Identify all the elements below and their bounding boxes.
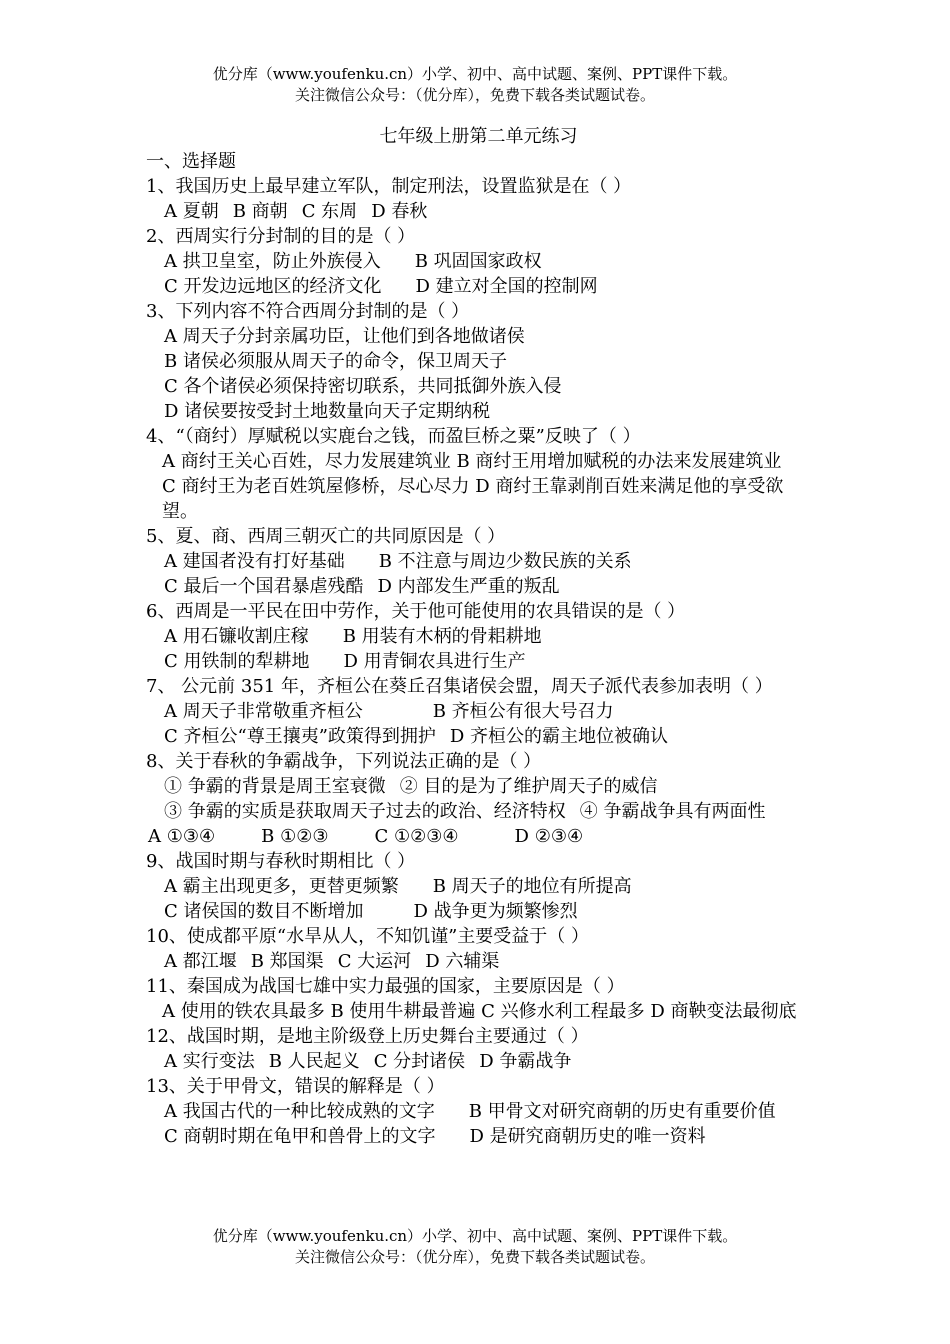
question-10-options xyxy=(146,949,811,974)
q12-option-b: B 人民起义 xyxy=(268,1051,360,1072)
q5-option-a: A 建国者没有打好基础 xyxy=(164,551,345,572)
q6-option-a: A 用石镰收割庄稼 xyxy=(164,626,309,647)
q13-option-c: C 商朝时期在龟甲和兽骨上的文字 xyxy=(164,1126,436,1147)
q4-options-cd: C 商纣王为老百姓筑屋修桥，尽心尽力 D 商纣王靠剥削百姓来满足他的享受欲望。 xyxy=(162,476,784,522)
q7-option-d: D 齐桓公的霸主地位被确认 xyxy=(449,726,669,747)
document-body xyxy=(146,124,811,1149)
question-6-stem: 6、西周是一平民在田中劳作，关于他可能使用的农具错误的是（ ） xyxy=(146,601,686,622)
q4-options-ab: A 商纣王关心百姓，尽力发展建筑业 B 商纣王用增加赋税的办法来发展建筑业 xyxy=(162,451,782,472)
q2-option-c: C 开发边远地区的经济文化 xyxy=(164,276,382,297)
question-5-options-cd xyxy=(146,574,811,599)
question-8-statements-12 xyxy=(146,774,811,799)
question-13-options-cd xyxy=(146,1124,811,1149)
question-8-stem: 8、关于春秋的争霸战争，下列说法正确的是（ ） xyxy=(146,751,542,772)
q5-option-c: C 最后一个国君暴虐残酷 xyxy=(164,576,364,597)
q8-statement-4: ④ 争霸战争具有两面性 xyxy=(579,801,766,822)
q2-option-d: D 建立对全国的控制网 xyxy=(415,276,598,297)
question-9-stem: 9、战国时期与春秋时期相比（ ） xyxy=(146,851,416,872)
q10-option-c: C 大运河 xyxy=(337,951,412,972)
q7-option-b: B 齐桓公有很大号召力 xyxy=(432,701,614,722)
q9-option-d: D 战争更为频繁惨烈 xyxy=(413,901,578,922)
q13-option-d: D 是研究商朝历史的唯一资料 xyxy=(469,1126,706,1147)
q13-option-b: B 甲骨文对研究商朝的历史有重要价值 xyxy=(468,1101,776,1122)
question-5-stem: 5、夏、商、西周三朝灭亡的共同原因是（ ） xyxy=(146,526,506,547)
q12-option-d: D 争霸战争 xyxy=(479,1051,572,1072)
q1-option-a: A 夏朝 xyxy=(164,201,219,222)
q12-option-c: C 分封诸侯 xyxy=(373,1051,466,1072)
question-8-options xyxy=(146,824,811,849)
header-line-2: 关注微信公众号：（优分库），免费下载各类试题试卷。 xyxy=(294,86,655,104)
q11-options: A 使用的铁农具最多 B 使用牛耕最普遍 C 兴修水利工程最多 D 商鞅变法最彻底 xyxy=(162,1001,797,1022)
question-12-stem: 12、战国时期，是地主阶级登上历史舞台主要通过（ ） xyxy=(146,1026,589,1047)
q9-option-b: B 周天子的地位有所提高 xyxy=(432,876,632,897)
page-header xyxy=(0,64,950,106)
q2-option-b: B 巩固国家政权 xyxy=(414,251,542,272)
question-9-options-cd xyxy=(146,899,811,924)
q5-option-d: D 内部发生严重的叛乱 xyxy=(377,576,560,597)
q10-option-d: D 六辅渠 xyxy=(425,951,500,972)
question-4-stem: 4、“（商纣）厚赋税以实鹿台之钱，而盈巨桥之粟”反映了（ ） xyxy=(146,426,641,447)
q1-option-b: B 商朝 xyxy=(232,201,288,222)
q6-option-b: B 用装有木柄的骨耜耕地 xyxy=(342,626,542,647)
page-footer xyxy=(0,1226,950,1268)
q8-statement-3: ③ 争霸的实质是获取周天子过去的政治、经济特权 xyxy=(164,801,566,822)
footer-line-2: 关注微信公众号：（优分库），免费下载各类试题试卷。 xyxy=(294,1248,655,1266)
q8-option-a: A ①③④ xyxy=(148,826,216,847)
question-13-options-ab xyxy=(146,1099,811,1124)
document-title: 七年级上册第二单元练习 xyxy=(379,126,578,147)
question-6-options-cd xyxy=(146,649,811,674)
question-2-stem: 2、西周实行分封制的目的是（ ） xyxy=(146,226,416,247)
question-2-options-ab xyxy=(146,249,811,274)
q5-option-b: B 不注意与周边少数民族的关系 xyxy=(378,551,632,572)
q9-option-c: C 诸侯国的数目不断增加 xyxy=(164,901,364,922)
q3-option-c: C 各个诸侯必须保持密切联系，共同抵御外族入侵 xyxy=(164,376,562,397)
question-12-options xyxy=(146,1049,811,1074)
question-9-options-ab xyxy=(146,874,811,899)
header-line-1: 优分库（www.youfenku.cn）小学、初中、高中试题、案例、PPT课件下载。 xyxy=(212,65,738,83)
q6-option-c: C 用铁制的犁耕地 xyxy=(164,651,310,672)
q12-option-a: A 实行变法 xyxy=(164,1051,255,1072)
question-13-stem: 13、关于甲骨文，错误的解释是（ ） xyxy=(146,1076,445,1097)
question-5-options-ab xyxy=(146,549,811,574)
q9-option-a: A 霸主出现更多，更替更频繁 xyxy=(164,876,399,897)
q8-option-d: D ②③④ xyxy=(514,826,584,847)
q8-option-b: B ①②③ xyxy=(261,826,329,847)
question-8-statements-34 xyxy=(146,799,811,824)
q2-option-a: A 拱卫皇室，防止外族侵入 xyxy=(164,251,381,272)
q7-option-a: A 周天子非常敬重齐桓公 xyxy=(164,701,363,722)
question-6-options-ab xyxy=(146,624,811,649)
footer-line-1: 优分库（www.youfenku.cn）小学、初中、高中试题、案例、PPT课件下载。 xyxy=(212,1227,738,1245)
question-1-stem: 1、我国历史上最早建立军队，制定刑法，设置监狱是在（ ） xyxy=(146,176,632,197)
q1-option-c: C 东周 xyxy=(301,201,358,222)
section-heading: 一、选择题 xyxy=(146,151,236,172)
q13-option-a: A 我国古代的一种比较成熟的文字 xyxy=(164,1101,435,1122)
q10-option-a: A 都江堰 xyxy=(164,951,237,972)
q3-option-d: D 诸侯要按受封土地数量向天子定期纳税 xyxy=(164,401,491,422)
question-3-stem: 3、下列内容不符合西周分封制的是（ ） xyxy=(146,301,470,322)
q8-option-c: C ①②③④ xyxy=(374,826,459,847)
question-7-stem: 7、 公元前 351 年，齐桓公在葵丘召集诸侯会盟，周天子派代表参加表明（ ） xyxy=(146,676,773,697)
q8-statement-2: ② 目的是为了维护周天子的威信 xyxy=(399,776,658,797)
question-11-stem: 11、秦国成为战国七雄中实力最强的国家，主要原因是（ ） xyxy=(146,976,625,997)
question-7-options-cd xyxy=(146,724,811,749)
question-10-stem: 10、使成都平原“水旱从人，不知饥谨”主要受益于（ ） xyxy=(146,926,590,947)
q8-statement-1: ① 争霸的背景是周王室衰微 xyxy=(164,776,386,797)
q10-option-b: B 郑国渠 xyxy=(250,951,324,972)
q3-option-a: A 周天子分封亲属功臣，让他们到各地做诸侯 xyxy=(164,326,525,347)
q6-option-d: D 用青铜农具进行生产 xyxy=(343,651,526,672)
question-2-options-cd xyxy=(146,274,811,299)
question-7-options-ab xyxy=(146,699,811,724)
question-1-options xyxy=(146,199,811,224)
q7-option-c: C 齐桓公“尊王攘夷”政策得到拥护 xyxy=(164,726,436,747)
q3-option-b: B 诸侯必须服从周天子的命令，保卫周天子 xyxy=(164,351,507,372)
q1-option-d: D 春秋 xyxy=(371,201,428,222)
